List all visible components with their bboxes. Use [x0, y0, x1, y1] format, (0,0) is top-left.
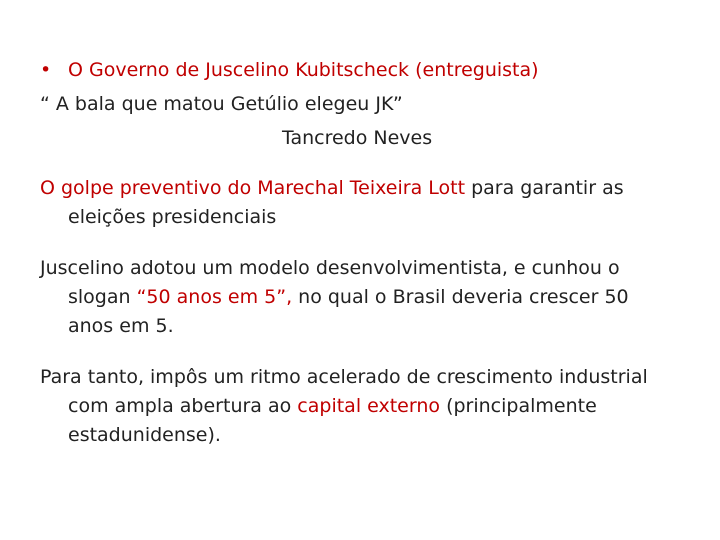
paragraph-2-text-b: no qual o Brasil deveria crescer 50	[292, 286, 629, 308]
paragraph-3-highlight: capital externo	[297, 395, 441, 417]
paragraph-3-text-b: (principalmente	[440, 395, 597, 417]
paragraph-2-highlight: “50 anos em 5”,	[136, 286, 293, 308]
heading-line	[40, 56, 539, 85]
paragraph-1-line-2: eleições presidenciais	[68, 206, 277, 228]
paragraph-2-line-3: anos em 5.	[68, 315, 174, 337]
paragraph-3-text-a: com ampla abertura ao	[68, 395, 298, 417]
paragraph-2-line-2	[68, 283, 629, 312]
quote: “ A bala que matou Getúlio elegeu JK”	[40, 93, 403, 115]
paragraph-3-line-1: Para tanto, impôs um ritmo acelerado de crescimento industrial	[40, 366, 648, 388]
paragraph-1-highlight: O golpe preventivo do Marechal Teixeira Lott	[40, 177, 466, 199]
bullet-icon: •	[40, 59, 52, 81]
paragraph-3-line-3: estadunidense).	[68, 424, 221, 446]
quote-author: Tancredo Neves	[282, 127, 433, 149]
paragraph-1-line-1	[40, 174, 624, 203]
slide-title: O Governo de Juscelino Kubitscheck (entreguista)	[68, 59, 539, 81]
paragraph-3-line-2	[68, 392, 597, 421]
paragraph-2-line-1: Juscelino adotou um modelo desenvolvimentista, e cunhou o	[40, 257, 620, 279]
paragraph-2-text-a: slogan	[68, 286, 137, 308]
paragraph-1-rest: para garantir as	[465, 177, 624, 199]
